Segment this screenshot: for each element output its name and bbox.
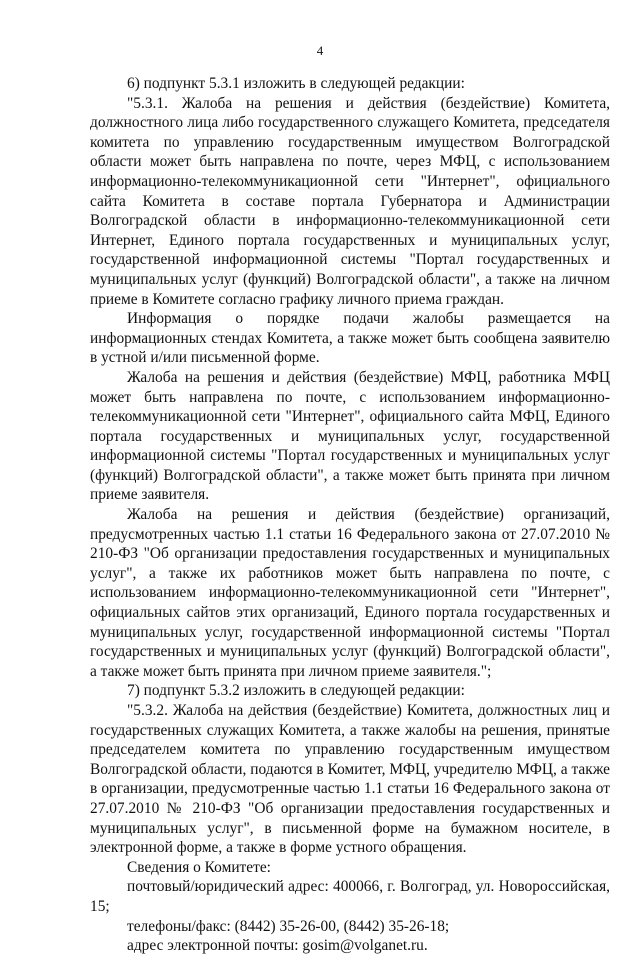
- paragraph-mfc-complaint: Жалоба на решения и действия (бездействие) МФЦ, работника МФЦ может быть направлена по почте, с использованием информационно-телекоммуникационной сети "Интернет", официального сайта МФЦ, Единого портала государственных и муниципальных услуг, государственной информационной системы "Портал государственных и муниципальных услуг (функций) Волгоградской области", а также может быть принята при личном приеме заявителя.: [90, 368, 610, 504]
- paragraph-item7-heading: 7) подпункт 5.3.2 изложить в следующей редакции:: [127, 682, 465, 700]
- paragraph-committee-info-heading: Сведения о Комитете:: [127, 858, 271, 876]
- paragraph-phone-fax: телефоны/факс: (8442) 35-26-00, (8442) 35-26-18;: [127, 917, 450, 935]
- paragraph-item6-heading: 6) подпункт 5.3.1 изложить в следующей редакции:: [127, 75, 465, 92]
- paragraph-5-3-1-complaint: "5.3.1. Жалоба на решения и действия (бездействие) Комитета, должностного лица либо государственного служащего Комитета, председателя комитета по управлению государственным имуществом Волгоградской области может быть направлена по почте, через МФЦ, с использованием информационно-телекоммуникационной сети "Интернет", официального сайта Комитета в составе портала Губернатора и Администрации Волгоградской области в информационно-телекоммуникационной сети Интернет, Единого портала государственных и муниципальных услуг, государственной информационной системы "Портал государственных и муниципальных услуг (функций) Волгоградской области", а также на личном приеме в Комитете согласно графику личного приема граждан.: [90, 94, 610, 308]
- paragraph-5-3-2-complaint: "5.3.2. Жалоба на действия (бездействие) Комитета, должностных лиц и государственных служащих Комитета, а также жалобы на решения, принятые председателем комитета по управлению государственным имуществом Волгоградской области, подаются в Комитет, МФЦ, учредителю МФЦ, а также в организации, предусмотренные частью 1.1 статьи 16 Федерального закона от 27.07.2010 № 210-ФЗ "Об организации предоставления государственных и муниципальных услуг", в письменной форме на бумажном носителе, в электронной форме, а также в форме устного обращения.: [90, 702, 610, 857]
- document-body: [90, 74, 610, 956]
- paragraph-postal-address: почтовый/юридический адрес: 400066, г. Волгоград, ул. Новороссийская, 15;: [90, 878, 610, 915]
- page-number: 4: [316, 43, 324, 58]
- paragraph-email: адрес электронной почты: gosim@volganet.ru.: [127, 937, 428, 955]
- paragraph-complaint-info: Информация о порядке подачи жалобы размещается на информационных стендах Комитета, а также может быть сообщена заявителю в устной и/или письменной форме.: [90, 310, 610, 367]
- paragraph-organizations-complaint: Жалоба на решения и действия (бездействие) организаций, предусмотренных частью 1.1 статьи 16 Федерального закона от 27.07.2010 № 210-ФЗ "Об организации предоставления государственных и муниципальных услуг", а также их работников может быть направлена по почте, с использованием информационно-телекоммуникационной сети "Интернет", официальных сайтов этих организаций, Единого портала государственных и муниципальных услуг, государственной информационной системы "Портал государственных и муниципальных услуг (функций) Волгоградской области", а также может быть принята при личном приеме заявителя.";: [90, 506, 610, 680]
